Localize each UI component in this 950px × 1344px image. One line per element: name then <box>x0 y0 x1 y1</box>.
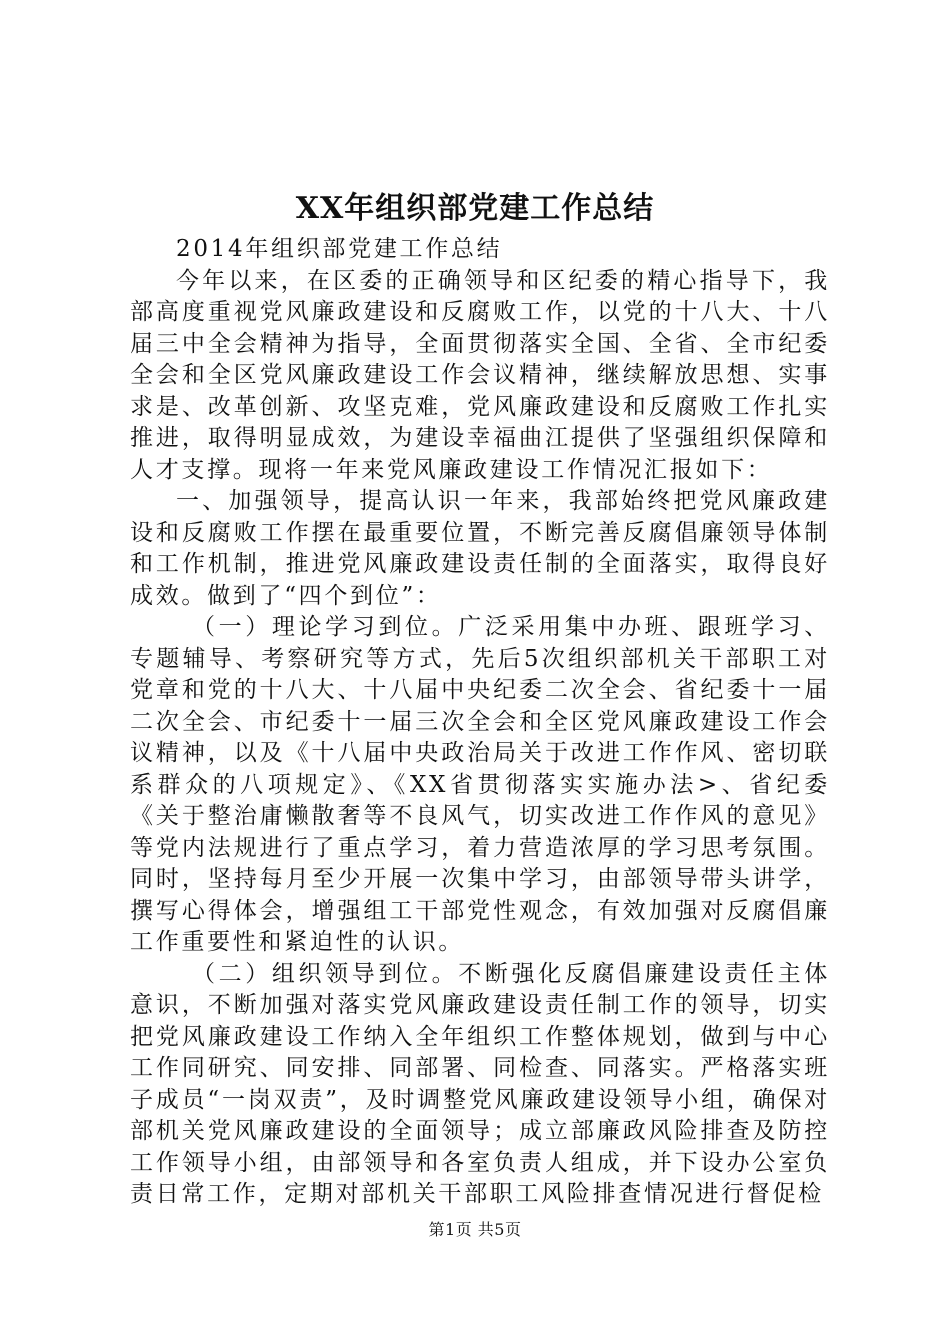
document-body <box>130 234 830 1211</box>
page-number-footer: 第1页 共5页 <box>428 1220 522 1239</box>
subtitle-paragraph: 2014年组织部党建工作总结 <box>176 236 503 262</box>
subsection-organization-paragraph: （二）组织领导到位。不断强化反腐倡廉建设责任主体意识，不断加强对落实党风廉政建设责任制工作的领导，切实把党风廉政建设工作纳入全年组织工作整体规划，做到与中心工作同研究、同安排、同部署、同检查、同落实。严格落实班子成员“一岗双责”，及时调整党风廉政建设领导小组，确保对部机关党风廉政建设的全面领导；成立部廉政风险排查及防控工作领导小组，由部领导和各室负责人组成，并下设办公室负责日常工作，定期对部机关干部职工风险排查情况进行督促检 <box>130 960 830 1207</box>
subsection-theory-paragraph: （一）理论学习到位。广泛采用集中办班、跟班学习、专题辅导、考察研究等方式，先后5次组织部机关干部职工对党章和党的十八大、十八届中央纪委二次全会、省纪委十一届二次全会、市纪委十一届三次全会和全区党风廉政建设工作会议精神，以及《十八届中央政治局关于改进工作作风、密切联系群众的八项规定》、《XX省贯彻落实实施办法>、省纪委《关于整治庸懒散奢等不良风气，切实改进工作作风的意见》等党内法规进行了重点学习，着力营造浓厚的学习思考氛围。同时，坚持每月至少开展一次集中学习，由部领导带头讲学，撰写心得体会，增强组工干部党性观念，有效加强对反腐倡廉工作重要性和紧迫性的认识。 <box>130 614 830 955</box>
intro-paragraph: 今年以来，在区委的正确领导和区纪委的精心指导下，我部高度重视党风廉政建设和反腐败工作，以党的十八大、十八届三中全会精神为指导，全面贯彻落实全国、全省、全市纪委全会和全区党风廉政建设工作会议精神，继续解放思想、实事求是、改革创新、攻坚克难，党风廉政建设和反腐败工作扎实推进，取得明显成效，为建设幸福曲江提供了坚强组织保障和人才支撑。现将一年来党风廉政建设工作情况汇报如下： <box>130 267 830 483</box>
section-one-paragraph: 一、加强领导，提高认识一年来，我部始终把党风廉政建设和反腐败工作摆在最重要位置，不断完善反腐倡廉领导体制和工作机制，推进党风廉政建设责任制的全面落实，取得良好成效。做到了“四个到位”： <box>130 488 830 609</box>
document-title: XX年组织部党建工作总结 <box>295 191 655 226</box>
